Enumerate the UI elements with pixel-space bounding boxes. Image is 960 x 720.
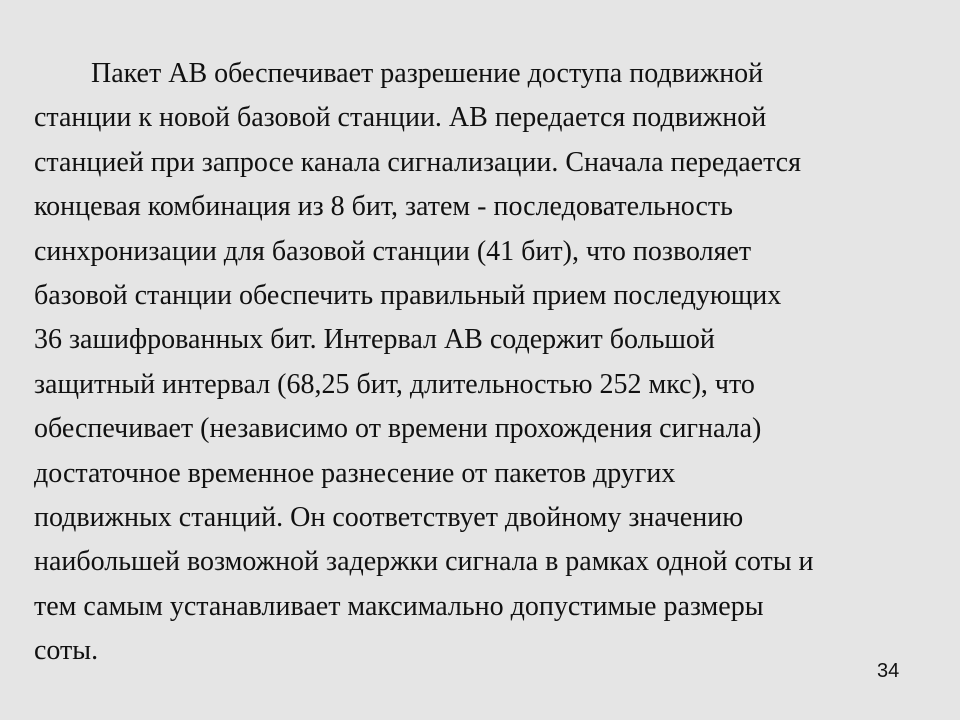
- paragraph-line: станции к новой базовой станции. АВ передается подвижной: [34, 102, 767, 134]
- paragraph-line: 36 зашифрованных бит. Интервал АВ содержит большой: [34, 324, 715, 356]
- paragraph-line: наибольшей возможной задержки сигнала в рамках одной соты и: [34, 546, 814, 578]
- paragraph-line: Пакет АВ обеспечивает разрешение доступа подвижной: [91, 58, 764, 89]
- paragraph-line: достаточное временное разнесение от пакетов других: [34, 457, 676, 489]
- paragraph-line: тем самым устанавливает максимально допустимые размеры: [34, 590, 764, 622]
- paragraph-line: станцией при запросе канала сигнализации. Сначала передается: [34, 146, 801, 178]
- paragraph-line: базовой станции обеспечить правильный прием последующих: [34, 280, 782, 312]
- body-paragraph: [34, 52, 934, 674]
- page-number: 34: [877, 660, 900, 682]
- paragraph-line: подвижных станций. Он соответствует двойному значению: [34, 502, 744, 534]
- paragraph-line: защитный интервал (68,25 бит, длительностью 252 мкс), что: [34, 368, 755, 400]
- paragraph-line: соты.: [34, 635, 99, 667]
- paragraph-line: обеспечивает (независимо от времени прохождения сигнала): [34, 413, 762, 445]
- paragraph-line: синхронизации для базовой станции (41 бит), что позволяет: [34, 235, 752, 267]
- paragraph-line: концевая комбинация из 8 бит, затем - последовательность: [34, 191, 733, 223]
